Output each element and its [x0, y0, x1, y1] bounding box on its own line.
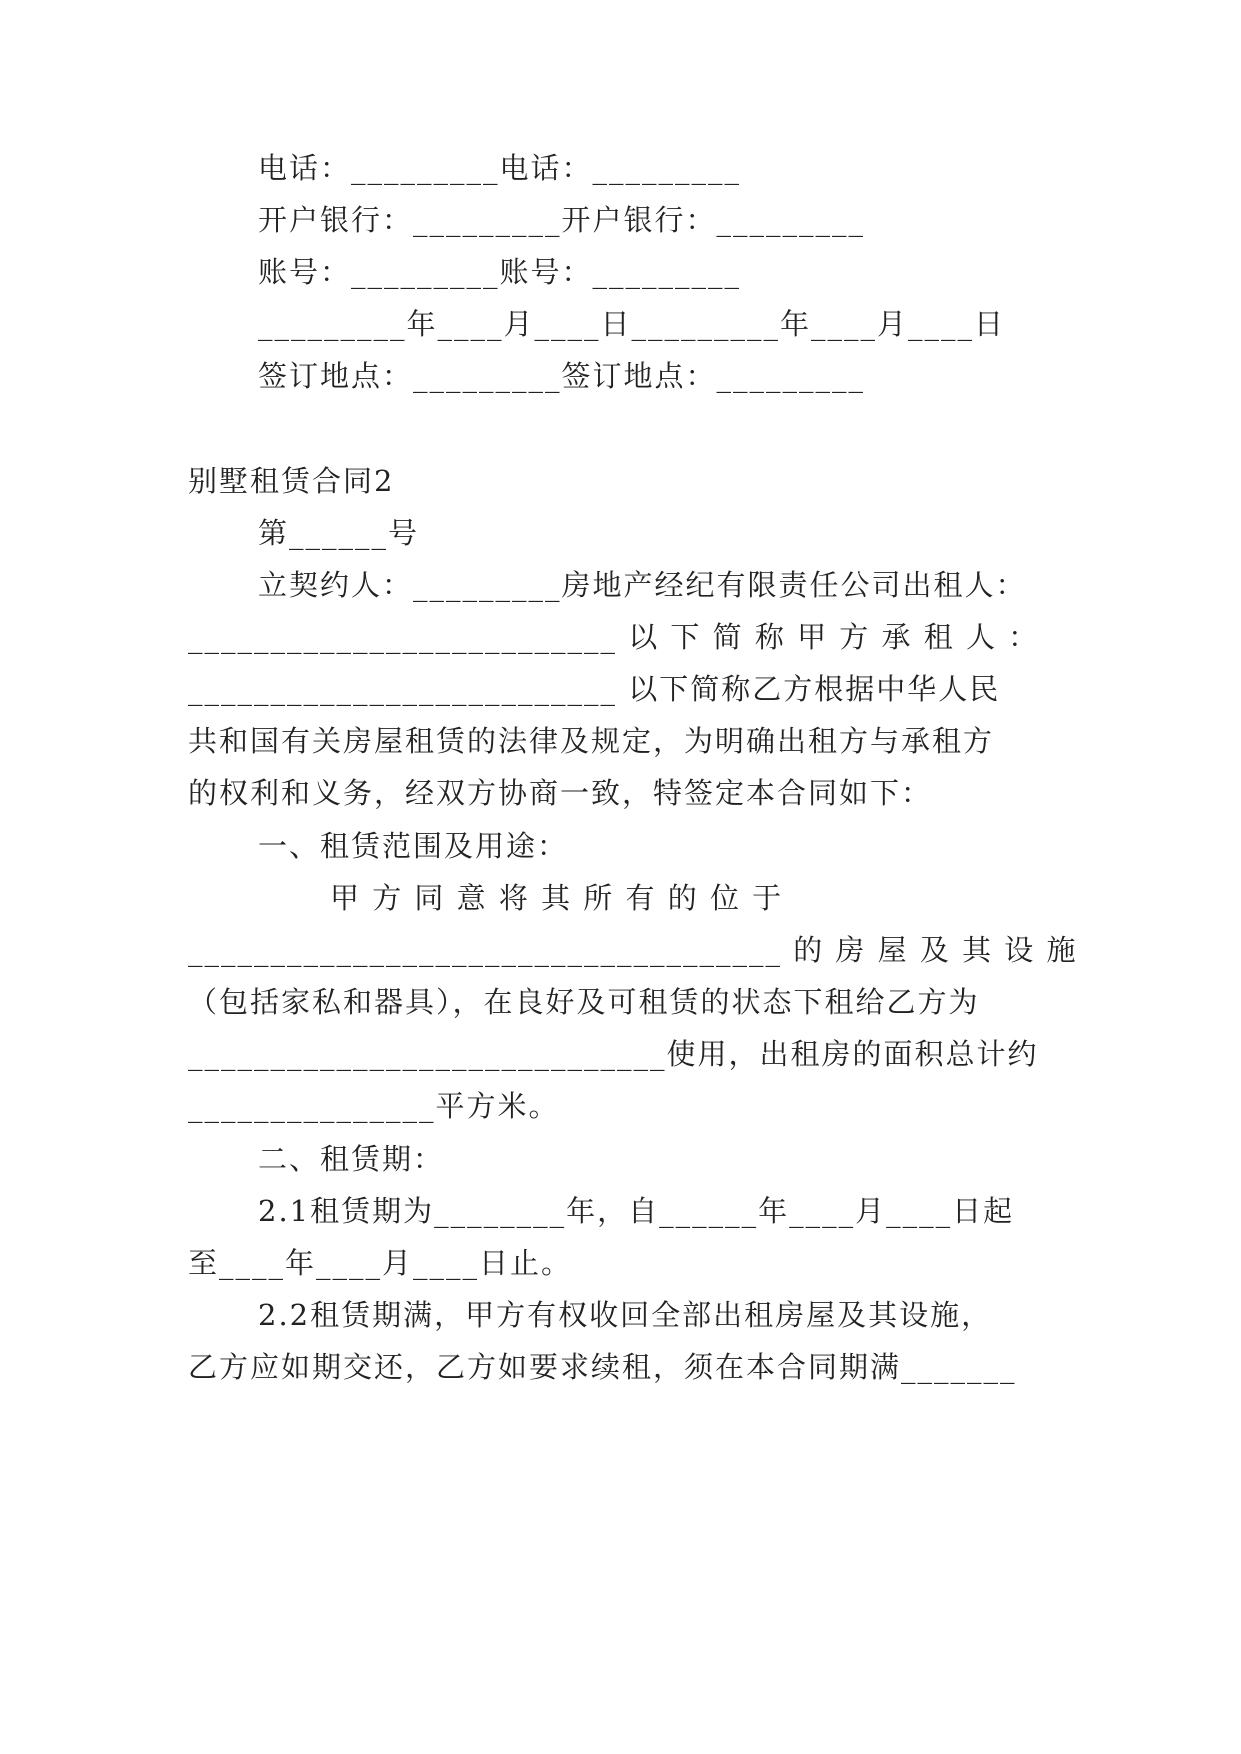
paragraph-line: （包括家私和器具），在良好及可租赁的状态下租给乙方为 [188, 985, 980, 1019]
paragraph-line: ____________________________________ 的 房 屋 及 其 设 施 [188, 933, 1078, 967]
paragraph-line: 2.2租赁期满，甲方有权收回全部出租房屋及其设施， [258, 1298, 993, 1332]
contract-title: 别墅租赁合同2 [188, 464, 395, 498]
account-line: 账号：_________账号：_________ [258, 255, 742, 289]
paragraph-line: 乙方应如期交还，乙方如要求续租，须在本合同期满_______ [188, 1350, 1017, 1384]
contract-number: 第______号 [258, 516, 420, 550]
paragraph-line: _______________平方米。 [188, 1089, 560, 1123]
paragraph-line: 共和国有关房屋租赁的法律及规定，为明确出租方与承租方 [188, 724, 995, 758]
paragraph-line: __________________________ 以 下 简 称 甲 方 承 租 人 ： [188, 620, 1040, 654]
paragraph-line: 至____年____月____日止。 [188, 1246, 573, 1280]
paragraph-line: 的权利和义务，经双方协商一致，特签定本合同如下： [188, 776, 933, 810]
paragraph-line: __________________________ 以下简称乙方根据中华人民 [188, 672, 1001, 706]
date-line: _________年____月____日_________年____月____日 [258, 307, 1006, 341]
bank-line: 开户银行：_________开户银行：_________ [258, 203, 866, 237]
paragraph-line: 2.1租赁期为________年，自______年____月____日起 [258, 1194, 1015, 1228]
paragraph-line: 立契约人：_________房地产经纪有限责任公司出租人： [258, 568, 1027, 602]
paragraph-line: 甲 方 同 意 将 其 所 有 的 位 于 [330, 881, 784, 915]
section-heading-1: 一、租赁范围及用途： [258, 829, 569, 863]
sign-place-line: 签订地点：_________签订地点：_________ [258, 359, 866, 393]
section-heading-2: 二、租赁期： [258, 1142, 445, 1176]
phone-line: 电话：_________电话：_________ [258, 151, 742, 185]
paragraph-line: _____________________________使用，出租房的面积总计约 [188, 1037, 1039, 1071]
